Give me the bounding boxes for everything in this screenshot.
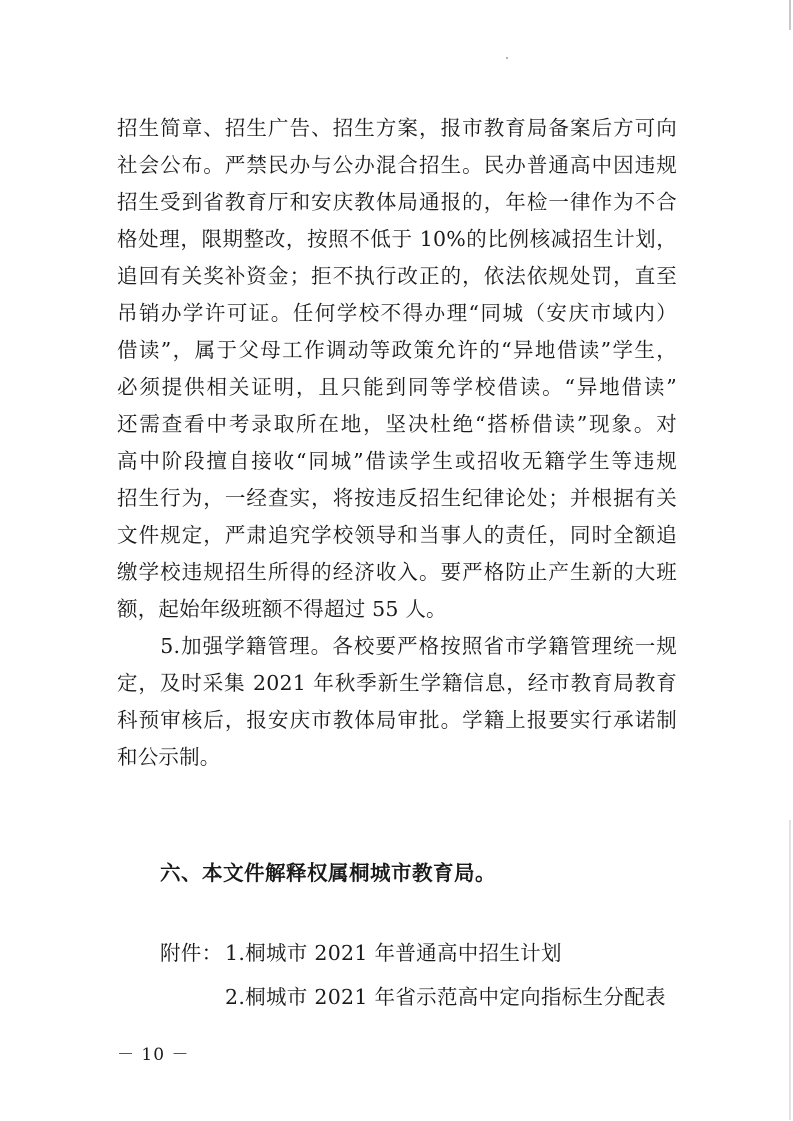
body-line-10: 高中阶段擅自接收“同城”借读学生或招收无籍学生等违规 bbox=[117, 449, 677, 473]
body-line-3: 招生受到省教育厅和安庆教体局通报的，年检一律作为不合 bbox=[117, 190, 677, 214]
scan-edge-mark bbox=[789, 0, 791, 30]
body-line-6: 吊销办学许可证。任何学校不得办理“同城（安庆市域内） bbox=[117, 301, 677, 325]
body-line-8: 必须提供相关证明，且只能到同等学校借读。“异地借读” bbox=[117, 375, 677, 399]
attachment-item-1: 1.桐城市 2021 年普通高中招生计划 bbox=[225, 941, 562, 965]
attachment-label: 附件： bbox=[160, 941, 223, 965]
attachment-item-2: 2.桐城市 2021 年省示范高中定向指标生分配表 bbox=[225, 985, 666, 1009]
body-line-9: 还需查看中考录取所在地，坚决杜绝“搭桥借读”现象。对 bbox=[117, 412, 677, 436]
scan-edge-mark bbox=[789, 820, 791, 1120]
body-line-13: 缴学校违规招生所得的经济收入。要严格防止产生新的大班 bbox=[117, 560, 677, 584]
body-line-5: 追回有关奖补资金；拒不执行改正的，依法依规处罚，直至 bbox=[117, 264, 677, 288]
body-line-2: 社会公布。严禁民办与公办混合招生。民办普通高中因违规 bbox=[117, 153, 677, 177]
body-line-4: 格处理，限期整改，按照不低于 10%的比例核减招生计划， bbox=[117, 227, 677, 251]
page-number: － 10 － bbox=[117, 1045, 190, 1065]
body-line-15: 5.加强学籍管理。各校要严格按照省市学籍管理统一规 bbox=[117, 634, 677, 658]
body-line-17: 科预审核后，报安庆市教体局审批。学籍上报要实行承诺制 bbox=[117, 708, 677, 732]
body-line-16: 定，及时采集 2021 年秋季新生学籍信息，经市教育局教育 bbox=[117, 671, 677, 695]
body-line-11: 招生行为，一经查实，将按违反招生纪律论处；并根据有关 bbox=[117, 486, 677, 510]
body-line-18: 和公示制。 bbox=[117, 745, 221, 769]
body-line-7: 借读”，属于父母工作调动等政策允许的“异地借读”学生， bbox=[117, 338, 677, 362]
section-heading: 六、本文件解释权属桐城市教育局。 bbox=[160, 861, 496, 885]
body-line-12: 文件规定，严肃追究学校领导和当事人的责任，同时全额追 bbox=[117, 523, 677, 547]
scan-dust-mark bbox=[506, 57, 508, 59]
body-line-14: 额，起始年级班额不得超过 55 人。 bbox=[117, 597, 447, 621]
body-line-1: 招生简章、招生广告、招生方案，报市教育局备案后方可向 bbox=[117, 116, 677, 140]
